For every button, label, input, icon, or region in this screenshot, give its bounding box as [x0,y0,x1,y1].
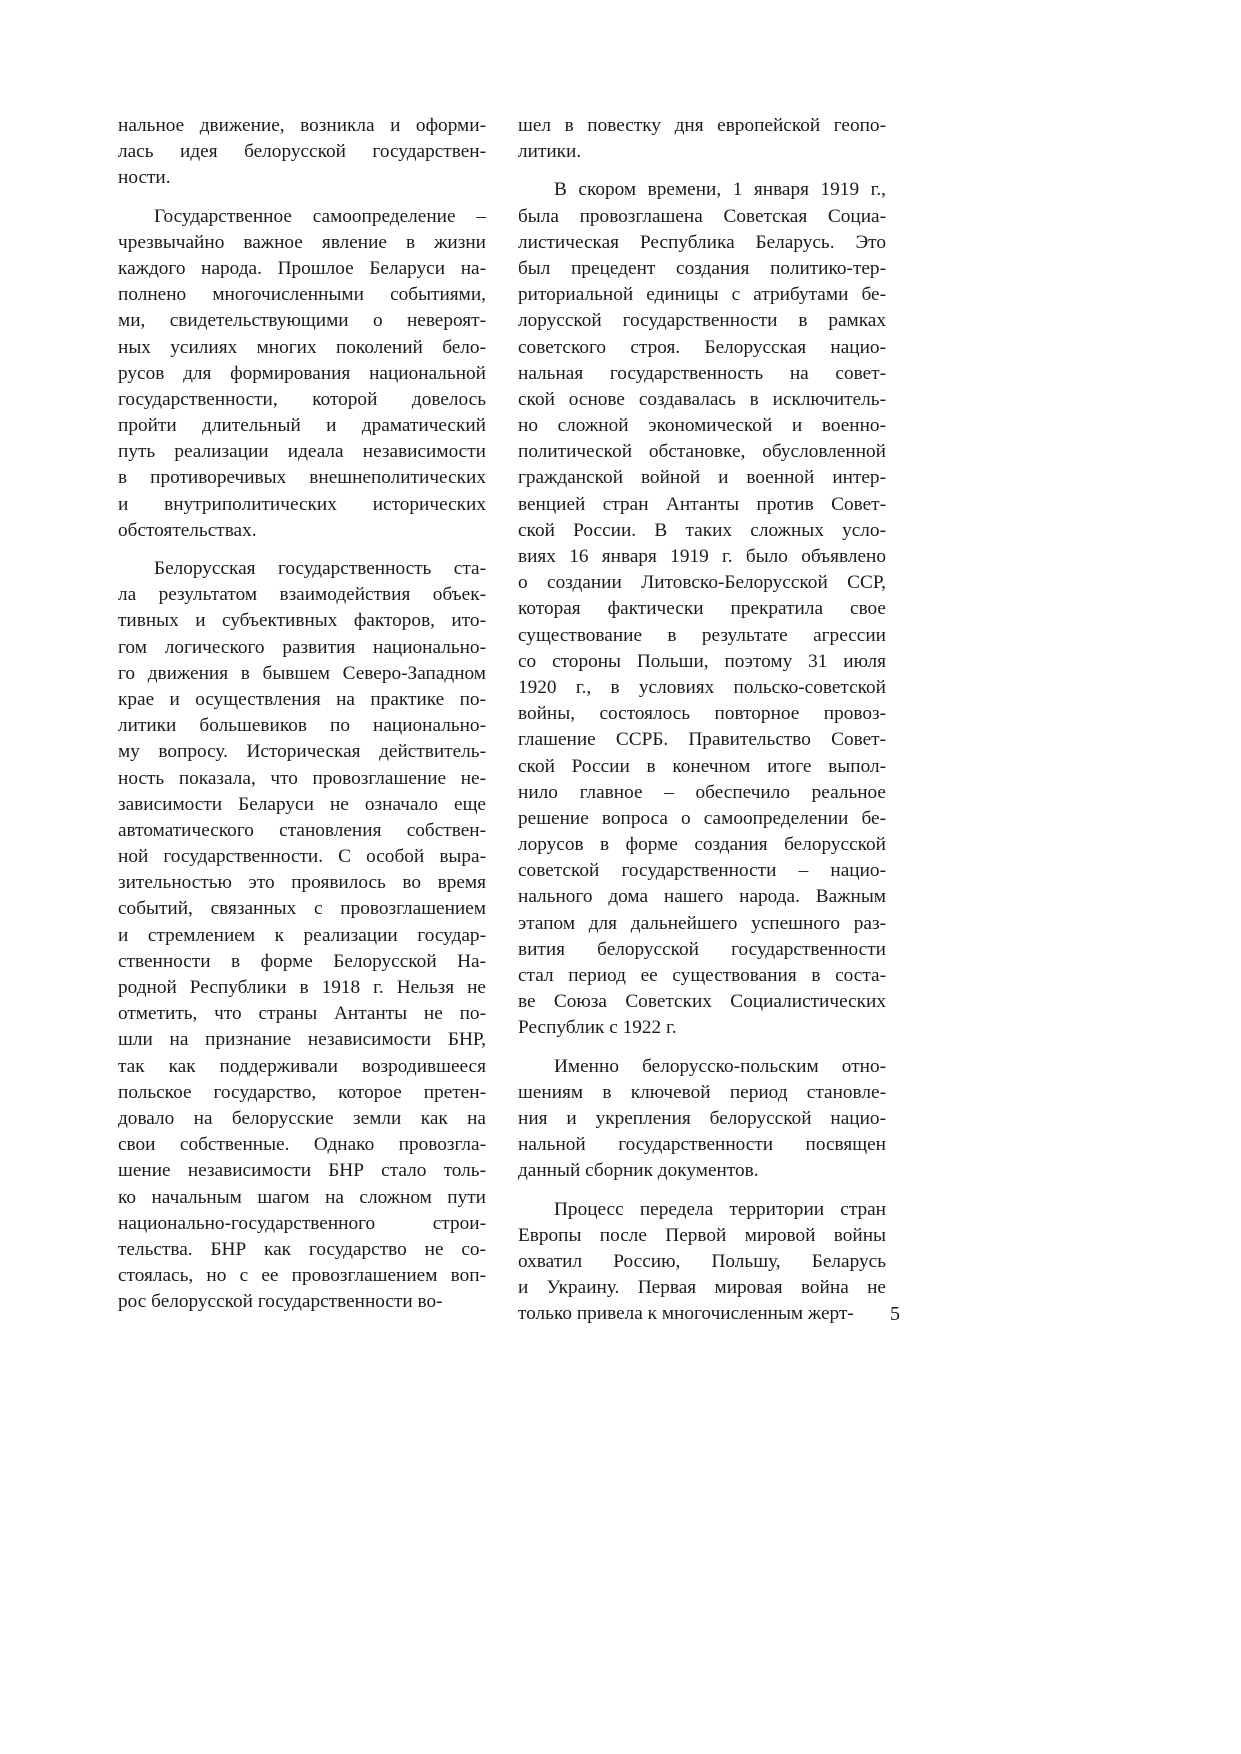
text-line: и внутриполитических исторических [118,493,486,515]
paragraph [518,113,886,165]
text-line: глашение ССРБ. Правительство Совет- [518,729,886,751]
text-line: Государственное самоопределение – [154,205,486,227]
text-line: национально-государственного строи- [118,1212,486,1234]
text-line: виях 16 января 1919 г. было объявлено [518,546,886,567]
text-line: обстоятельствах. [118,519,257,541]
text-line: литики. [518,141,582,163]
text-line: В скором времени, 1 января 1919 г., [554,179,886,201]
text-line: решение вопроса о самоопределении бе- [518,807,886,829]
text-line: польское государство, которое претен- [118,1081,486,1103]
text-line: ла результатом взаимодействия объек- [118,584,486,606]
text-line: автоматического становления собствен- [118,819,486,841]
text-line: вития белорусской государственности [518,938,886,960]
text-line: войны, состоялось повторное провоз- [518,703,886,725]
text-line: политической обстановке, обусловленной [518,441,886,463]
text-line: со стороны Польши, поэтому 31 июля [518,650,886,672]
text-line: му вопросу. Историческая действитель- [118,741,486,763]
text-line: лорусов в форме создания белорусской [518,834,886,856]
text-line: зительностью это проявилось во время [118,872,486,894]
text-line: нальной государственности посвящен [518,1134,886,1156]
text-line: зависимости Беларуси не означало еще [118,793,486,815]
text-line: гом логического развития национально- [118,636,486,658]
text-line: ственности в форме Белорусской На- [118,950,486,972]
text-line: литики большевиков по национально- [118,715,486,737]
text-line: ных усилиях многих поколений бело- [118,336,486,358]
text-line: советской государственности – нацио- [518,860,886,882]
text-line: государственности, которой довелось [118,388,486,410]
text-line: ко начальным шагом на сложном пути [118,1186,486,1208]
text-line: только привела к многочисленным жерт- [518,1303,854,1325]
paragraph [518,1197,886,1328]
text-line: шел в повестку дня европейской геопо- [518,115,886,136]
text-line: была провозглашена Советская Социа- [518,205,886,227]
text-line: 1920 г., в условиях польско-советской [518,676,886,698]
text-line: шли на признание независимости БНР, [118,1029,486,1051]
text-line: этапом для дальнейшего успешного раз- [518,912,886,934]
text-line: о создании Литовско-Белорусской ССР, [518,572,886,594]
text-line: ния и укрепления белорусской нацио- [518,1107,886,1129]
text-line: стоялась, но с ее провозглашением воп- [118,1265,486,1287]
text-line: охватил Россию, Польшу, Беларусь [518,1250,886,1272]
text-line: стал период ее существования в соста- [518,965,886,986]
text-line: пройти длительный и драматический [118,415,486,437]
text-line: советского строя. Белорусская нацио- [518,336,886,358]
text-line: которая фактически прекратила свое [518,598,886,620]
text-line: Европы после Первой мировой войны [518,1224,886,1246]
text-line: нального дома нашего народа. Важным [518,886,886,908]
text-line: венцией стран Антанты против Совет- [518,493,886,515]
text-line: ность показала, что провозглашение не- [118,767,486,789]
right-column [518,113,886,1339]
text-line: но сложной экономической и военно- [518,415,886,437]
text-line: довало на белорусские земли как на [118,1107,486,1129]
text-line: крае и осуществления на практике по- [118,688,486,710]
text-line: отметить, что страны Антанты не по- [118,1003,486,1025]
text-line: ской России в конечном итоге выпол- [518,755,886,777]
text-line: родной Республики в 1918 г. Нельзя не [118,977,486,998]
text-line: и стремлением к реализации государ- [118,924,486,946]
text-line: нальное движение, возникла и оформи- [118,115,486,136]
text-line: был прецедент создания политико-тер- [518,257,886,279]
text-line: русов для формирования национальной [118,362,486,384]
text-line: ской России. В таких сложных усло- [518,519,886,541]
text-line: тельства. БНР как государство не со- [118,1238,486,1260]
text-line: лась идея белорусской государствен- [118,141,486,163]
text-line: и Украину. Первая мировая война не [518,1277,886,1299]
paragraph [118,204,486,544]
text-line: лорусской государственности в рамках [518,310,886,332]
text-line: шение независимости БНР стало толь- [118,1160,486,1182]
text-line: полнено многочисленными событиями, [118,284,486,306]
text-line: го движения в бывшем Северо-Западном [118,662,486,684]
left-column [118,113,486,1327]
text-line: данный сборник документов. [518,1160,759,1182]
text-line: ности. [118,167,171,189]
text-line: ве Союза Советских Социалистических [518,991,886,1013]
text-line: так как поддерживали возродившееся [118,1055,486,1077]
text-line: ной государственности. С особой выра- [118,846,486,868]
text-line: событий, связанных с провозглашением [118,898,486,920]
text-line: путь реализации идеала независимости [118,441,486,463]
paragraph [118,113,486,192]
text-line: рос белорусской государственности во- [118,1291,443,1313]
text-line: Белорусская государственность ста- [154,558,486,579]
text-line: каждого народа. Прошлое Беларуси на- [118,257,486,279]
text-line: свои собственные. Однако провозгла- [118,1134,486,1156]
paragraph [118,556,486,1315]
text-line: ми, свидетельствующими о невероят- [118,310,486,332]
text-line: существование в результате агрессии [518,624,886,646]
paragraph [518,177,886,1041]
text-line: в противоречивых внешнеполитических [118,467,486,489]
text-line: ской основе создавалась в исключитель- [518,388,886,410]
text-line: нальная государственность на совет- [518,362,886,384]
text-line: нило главное – обеспечило реальное [518,781,886,803]
text-line: гражданской войной и военной интер- [518,467,886,489]
text-line: листическая Республика Беларусь. Это [518,231,886,253]
text-line: Именно белорусско-польским отно- [554,1055,886,1077]
text-line: тивных и субъективных факторов, ито- [118,610,486,632]
text-line: риториальной единицы с атрибутами бе- [518,284,886,306]
text-line: Процесс передела территории стран [554,1198,886,1220]
text-line: шениям в ключевой период становле- [518,1081,886,1103]
paragraph [518,1054,886,1185]
text-line: Республик с 1922 г. [518,1017,677,1039]
page-number: 5 [890,1303,900,1325]
text-line: чрезвычайно важное явление в жизни [118,231,486,253]
